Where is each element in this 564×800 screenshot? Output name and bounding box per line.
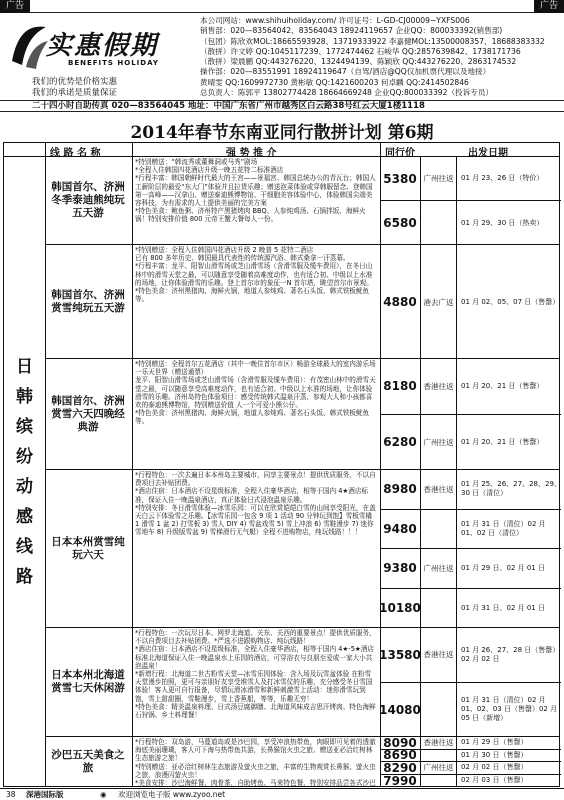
origin-label bbox=[421, 510, 457, 549]
footer bbox=[0, 788, 564, 800]
price-value: 9480 bbox=[380, 510, 421, 549]
price-value: 4880 bbox=[380, 245, 421, 359]
price-row bbox=[380, 470, 561, 510]
origin-label: 香港往返 bbox=[421, 470, 457, 509]
departure-dates: 01 月 31 日（清位）02 月 01、02 日（清位） bbox=[461, 519, 546, 537]
price-row bbox=[380, 415, 561, 471]
contact-line: （包团）陈欣欢MOL:18665593928、13719333922 李嘉健MOL:13500008357、18688383332 bbox=[200, 36, 545, 46]
origin-label bbox=[421, 775, 457, 788]
price-value: 6280 bbox=[380, 415, 421, 471]
price-value: 8090 bbox=[380, 737, 421, 749]
origin-label bbox=[421, 750, 457, 762]
origin-label bbox=[421, 589, 457, 629]
table-row bbox=[45, 157, 559, 245]
price-value: 8180 bbox=[380, 359, 421, 414]
price-row bbox=[380, 359, 561, 415]
price-value: 13580 bbox=[380, 628, 421, 682]
contact-line: 操作部：020—83551991 18924119647（自驾/酒店@QQ仅加机票代理以及地接） bbox=[200, 67, 491, 77]
logo-subtitle: BENEFITS HOLIDAY bbox=[68, 59, 159, 67]
hotline-address-bar: 二十四小时自助传真 020—83564045 地址：中国广东省广州市越秀区白云路38号红云大厦1楼1118 bbox=[0, 100, 564, 112]
origin-label: 广州往返 bbox=[421, 157, 457, 200]
departure-dates: 01 月 29 日、02 月 01 日 bbox=[461, 563, 545, 572]
price-value: 7990 bbox=[380, 775, 421, 788]
table-row bbox=[45, 359, 559, 470]
price-row bbox=[380, 762, 561, 775]
swoosh-icon bbox=[8, 21, 50, 73]
price-row bbox=[380, 628, 561, 683]
origin-label: 广州往返 bbox=[421, 762, 457, 774]
price-row bbox=[380, 549, 561, 589]
price-value: 6580 bbox=[380, 201, 421, 245]
header-route: 线 路 名 称 bbox=[50, 148, 101, 159]
price-value: 8690 bbox=[380, 750, 421, 762]
route-name: 韩国首尔、济洲赏雪六天四晚经典游 bbox=[51, 394, 125, 433]
price-value: 5380 bbox=[380, 157, 421, 200]
departure-dates: 01 月 30 日（售罄） bbox=[461, 750, 528, 759]
route-description: *特别赠送：全程入住韩国四花酒店升级 2 晚普 5 花特二酒店 已有 800 多年历史、韩国最具代表性的传统源汽浴、韩式桑拿一汗蒸幕。 *行程丰富：龙平、阳智山滑雪场或芝山滑雪场（含滑雪服及缆车费用），在冬日山林中的滑雪天堂之最，可以随意享受随着高难度动作，也有适合初、中级以上水准的场地，让你体验滑雪的乐趣。登上首尔市的象征一N 首尔塔，眺望首尔市景观。 *特色美食：济州黑猪肉、海鲜火锅，地道人参炖鸡、著名石头饭、韩式铁板鱿鱼等。 bbox=[135, 246, 373, 304]
price-group bbox=[380, 737, 561, 787]
table-row bbox=[45, 245, 559, 359]
table-row bbox=[45, 470, 559, 628]
page-title: 2014年春节东南亚同行散拼计划 第6期 bbox=[130, 123, 434, 143]
route-description: *行程特色：双岛游，马蔓道岛或是沙巴园，享受冲浪热带鱼，肉眼即可见着的透澈海底美丽珊瑚，客人可下海与热带鱼共游，长鼻猴馆火虫之旅、赠送亚必洽红树林生态旅游之旅！ *特别赠送：亚必洽红树林生态旅游及萤火虫之旅，丰富的生物观赏长鼻猴、萤火虫之旅，浪漫闪萤火虫！ *美食安排：沙巴海鲜餐、肉骨茶，自助烤鱼、马来特色餐，特别安排品尝各式沙巴 bbox=[135, 738, 376, 787]
contact-line: （散拼）许文婷 QQ:1045117239、1772474462 石峻华 QQ:2857639842、1738171736 bbox=[200, 46, 521, 56]
route-name: 日本本州北海道赏雪七天休闲游 bbox=[51, 669, 125, 694]
price-row bbox=[380, 201, 561, 245]
origin-label: 广州往返 bbox=[421, 415, 457, 471]
table-row bbox=[45, 628, 559, 737]
departure-dates: 01 月 31 日、02 月 01 日 bbox=[461, 603, 545, 612]
departure-dates: 01 月 02、05、07 日（售罄） bbox=[461, 297, 560, 306]
price-row bbox=[380, 157, 561, 201]
route-description: *特别赠送：“韩流秀或董舞洞或马秀”剧场 *全程入住韩国四花酒店升级一晚五花特二标准酒店 *行程丰富：韩国朝鲜时代最大的王宫——景福宫、韩国总统办公的青瓦台；韩国人工薪阶层的最爱“东大门”体验并且拉货乐趣；赠送泡菜体验或穿韩服留念、登韩国第一高峰——汉拿山、赠送泰迪熊博物馆、干细胞美容体验中心，体验韩国尖端美容科技，为有需求的人士提供美丽的完美方案 *特色美食：鲍鱼粥、济州特产黑猪烤肉 BBQ、人参炖鸡汤、石锅拌饭、海鲜火锅！特别安排价值 800 元帝王蟹大餐每人一份。 bbox=[135, 158, 376, 224]
table-header bbox=[4, 143, 559, 157]
brand-logo bbox=[8, 21, 183, 79]
contact-line: 黄晴雯 QQ:1609972730 黄彬敏 QQ:1421600203 何卓麟 QQ:2414502846 bbox=[200, 77, 469, 87]
page-number: 38 bbox=[6, 790, 16, 799]
origin-label: 港去广返 bbox=[421, 245, 457, 359]
table-row bbox=[45, 737, 559, 787]
contact-line: 总负责人：陈郭平 13802774428 18664669248 企业QQ:800033392（投诉专员） bbox=[200, 88, 494, 98]
price-row bbox=[380, 683, 561, 738]
departure-dates: 02 月 03 日（售罄） bbox=[461, 776, 528, 785]
ad-label-left: 广告 bbox=[0, 0, 30, 13]
origin-label bbox=[421, 201, 457, 245]
departure-dates: 01 月 20、21 日（售罄） bbox=[461, 381, 544, 390]
itinerary-table bbox=[3, 142, 560, 787]
price-group bbox=[380, 359, 561, 469]
section-name: 深港国际版 bbox=[26, 790, 64, 799]
slogan-line-1: 我们的优势是价格实惠 bbox=[32, 77, 118, 87]
price-value: 10180 bbox=[380, 589, 421, 629]
route-name: 韩国首尔、济洲冬季泰迪熊纯玩五天游 bbox=[51, 181, 125, 219]
origin-label: 香港往返 bbox=[421, 737, 457, 749]
origin-label: 广州往返 bbox=[421, 549, 457, 588]
header bbox=[0, 13, 564, 111]
departure-dates: 01 月 29、30 日（热卖） bbox=[461, 218, 544, 227]
route-description: *行程特色：一次玩尽日本、网罗北海道、关东、关西的重要景点！提供优质服务，不以自费项目去补贴团费。*严选不进跟购物店、纯玩线路！ *酒店住宿：日本酒店不设星级标准，全程入住豪华酒店，相等于国内 4★-5★酒店标准北海道保证入住一晚温泉水上乐园的酒店，可穿浴衣与良朋至爱或一家大小共泡温泉！ *新增行程：北海道二世古粉雪天堂—冰雪乐园体验：含入场及玩雪盆体验 在粉雪天堂漫步拍照，更可与亲朋好友享受堆雪人及打冰雪仗的乐趣，充分感受冬日雪国体验！客人更可自行报备，尽情玩滑冰滑雪和新鲜刺激雪上活动：迷你滑雪玩到饱，雪上甜甜圈，雪鞋漫步，雪上香蕉船，等等，乐趣无穷！ *特色美食：精美温泉料理、日式汤豆腐御膳、北海道风味成吉思汗烤肉、特色海鲜石狩锅、乡土料理餐！ bbox=[135, 629, 376, 720]
header-promo: 强 势 推 介 bbox=[226, 148, 277, 159]
departure-dates: 01 月 29 日（售罄） bbox=[461, 738, 528, 747]
top-bar bbox=[0, 0, 564, 13]
departure-dates: 01 月 20、21 日（售罄） bbox=[461, 437, 544, 446]
origin-label: 香港往返 bbox=[421, 628, 457, 682]
departure-dates: 01 月 25、26、27、28、29、30 日（清位） bbox=[461, 480, 561, 498]
price-group bbox=[380, 245, 561, 358]
price-row bbox=[380, 589, 561, 629]
route-name: 韩国首尔、济洲赏雪纯玩五天游 bbox=[51, 288, 125, 314]
route-description: *行程特色：一次去遍日本本州岛主要城市，同享主要景点！提供优质服务，不以自费项目去补贴团费。 *酒店住宿：日本酒店不设星级标准，全程入住豪华酒店，相等于国内 4★酒店标准，保证入住一晚温泉酒店，真正体验日式浸泡温泉乐趣。 *特别安排：冬日滑雪体验—冰雪乐园：可以在欣赏皑皑白雪的山间享受阳光，在盖天白云下体验雪之乐趣。【冰雪乐园一包含 9 项 1 活动 90 分钟玩到饱】雪板雪橇 1 滑雪 1 盆 2) 打雪板 3) 雪人 DIY 4) 雪盆戏雪 5) 雪上冲浪 6) 雪鞋漫步 7) 迷你雪地车 8) 升级版雪盆 9) 雪梯滑行无气艇）全程不进购物店，纯玩线路！！！ bbox=[135, 471, 376, 537]
category-label: 日韩缤纷动感线路 bbox=[16, 356, 33, 587]
header-price: 同行价 bbox=[385, 148, 415, 159]
footer-site: 欢迎浏览电子版 www.zyoo.net bbox=[118, 790, 226, 799]
route-name: 沙巴五天美食之旅 bbox=[51, 749, 125, 774]
header-departure: 出发日期 bbox=[468, 148, 508, 159]
contact-line: 销售部：020—83564042、83564043 18924119657 企业QQ：800033392(销售部) bbox=[200, 26, 503, 36]
route-description: *特别赠送：全程首尔五花酒店（其中一晚住首尔市区）畅游全球最大的室内游乐场一乐天世界（赠送通票） 龙平、阳智山滑雪场或芝山滑雪场（含滑雪服及缆车费用）：有茂密山林中的滑雪天堂之最，可以随意享受高难度动作，也有适合初、中级以上水准的场地，让你体验滑雪的乐趣。济州岛特色体验项目：感受传统韩式温泉汗蒸、参观大人和小孩都喜欢的泰迪熊博物馆，特别赠送价值 人一个可爱小熊公仔。 *特色美食：济州黑猪肉、海鲜火锅，地道人参炖鸡、著名石头饭、韩式铁板鱿鱼等。 bbox=[135, 360, 376, 426]
price-value: 9380 bbox=[380, 549, 421, 588]
price-group bbox=[380, 157, 561, 244]
origin-label: 香港往返 bbox=[421, 359, 457, 414]
logo-text: 实惠假期 bbox=[46, 31, 159, 61]
contact-line: （散拼）梁晨鹏 QQ:443276220、1324494139、陈颖欣 QQ:443276220、2863174532 bbox=[200, 57, 517, 67]
departure-dates: 01 月 23、26 日（特价） bbox=[461, 174, 544, 182]
price-group bbox=[380, 470, 561, 627]
contact-line: 本公司网站：www.shihuiholiday.com/ 许可证号：L-GD-CJ00009~YXFS006 bbox=[200, 16, 470, 25]
ad-label-right: 广告 bbox=[534, 0, 564, 13]
contact-block bbox=[200, 16, 560, 98]
price-row bbox=[380, 775, 561, 788]
site-logo-icon: ◉ bbox=[100, 790, 107, 799]
price-value: 8290 bbox=[380, 762, 421, 774]
departure-dates: 01 月 31 日（清位）02 月 01、02、03 日（售罄）02 月 05 日（新增） bbox=[461, 696, 558, 723]
price-value: 8980 bbox=[380, 470, 421, 509]
price-row bbox=[380, 510, 561, 550]
departure-dates: 02 月 02 日（售罄） bbox=[461, 763, 528, 772]
category-sidebar bbox=[4, 157, 45, 786]
price-group bbox=[380, 628, 561, 736]
slogan-line-2: 我们的承诺是质量保证 bbox=[32, 88, 118, 98]
price-value: 14080 bbox=[380, 683, 421, 738]
origin-label bbox=[421, 683, 457, 738]
route-name: 日本本州赏雪纯玩六天 bbox=[51, 535, 125, 561]
departure-dates: 01 月 26、27、28 日（售罄）02 月 02 日 bbox=[461, 645, 560, 663]
price-row bbox=[380, 245, 561, 359]
